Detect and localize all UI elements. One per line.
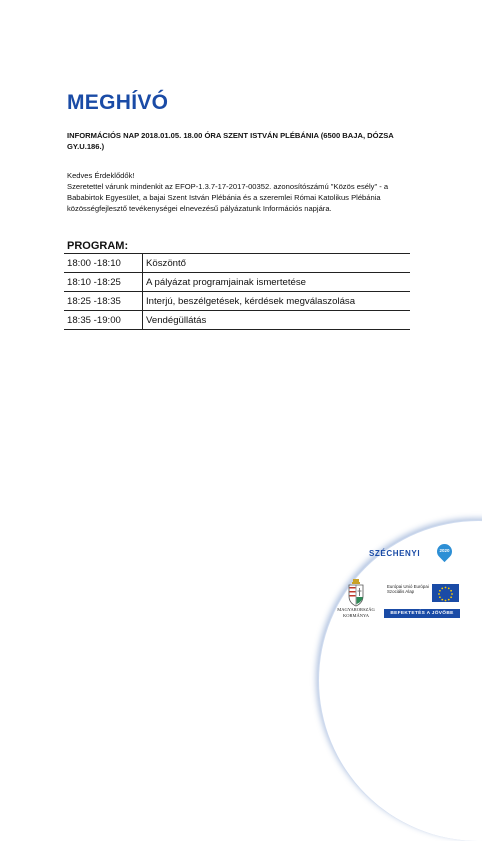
event-info: INFORMÁCIÓS NAP 2018.01.05. 18.00 ÓRA SZENT ISTVÁN PLÉBÁNIA (6500 BAJA, DÓZSA GY.U.186.) [67,131,394,151]
program-time: 18:35 -19:00 [64,311,143,330]
table-row [64,311,410,330]
invitation-paragraph: Szeretettel várunk mindenkit az EFOP-1.3.7-17-2017-00352. azonosítószámú "Közös esély" - a Bababirtok Egyesület, a bajai Szent István Plébánia és a szeremlei Római Katolikus Plébánia közösségfejlesztő tevékenységei elnevezésű pályázatunk Információs napjára. [67,182,389,213]
table-row [64,254,410,273]
table-row [64,292,410,311]
program-time: 18:25 -18:35 [64,292,143,311]
invitation-body [67,170,412,214]
szechenyi-logo-text: SZÉCHENYI [369,549,421,558]
program-event: Köszöntő [143,254,411,273]
program-table [64,253,410,330]
eu-flag-icon [432,584,459,602]
program-event: A pályázat programjainak ismertetése [143,273,411,292]
eu-label: Európai Unió Európai Szociális Alap [387,584,429,595]
greeting: Kedves Érdeklődők! [67,171,135,180]
hungarian-crest-icon [347,579,365,607]
program-heading: PROGRAM: [67,240,129,252]
table-row [64,273,410,292]
hungarian-government-label: MAGYARORSZÁG KORMÁNYA [337,607,375,618]
document-title: MEGHÍVÓ [67,91,169,114]
investing-future-banner: BEFEKTETÉS A JÖVŐBE [384,609,460,618]
program-event: Interjú, beszélgetések, kérdések megválaszolása [143,292,411,311]
program-time: 18:00 -18:10 [64,254,143,273]
program-time: 18:10 -18:25 [64,273,143,292]
program-event: Vendégüllátás [143,311,411,330]
szechenyi-year: 2020 [439,548,450,553]
footer-arc [318,520,482,841]
